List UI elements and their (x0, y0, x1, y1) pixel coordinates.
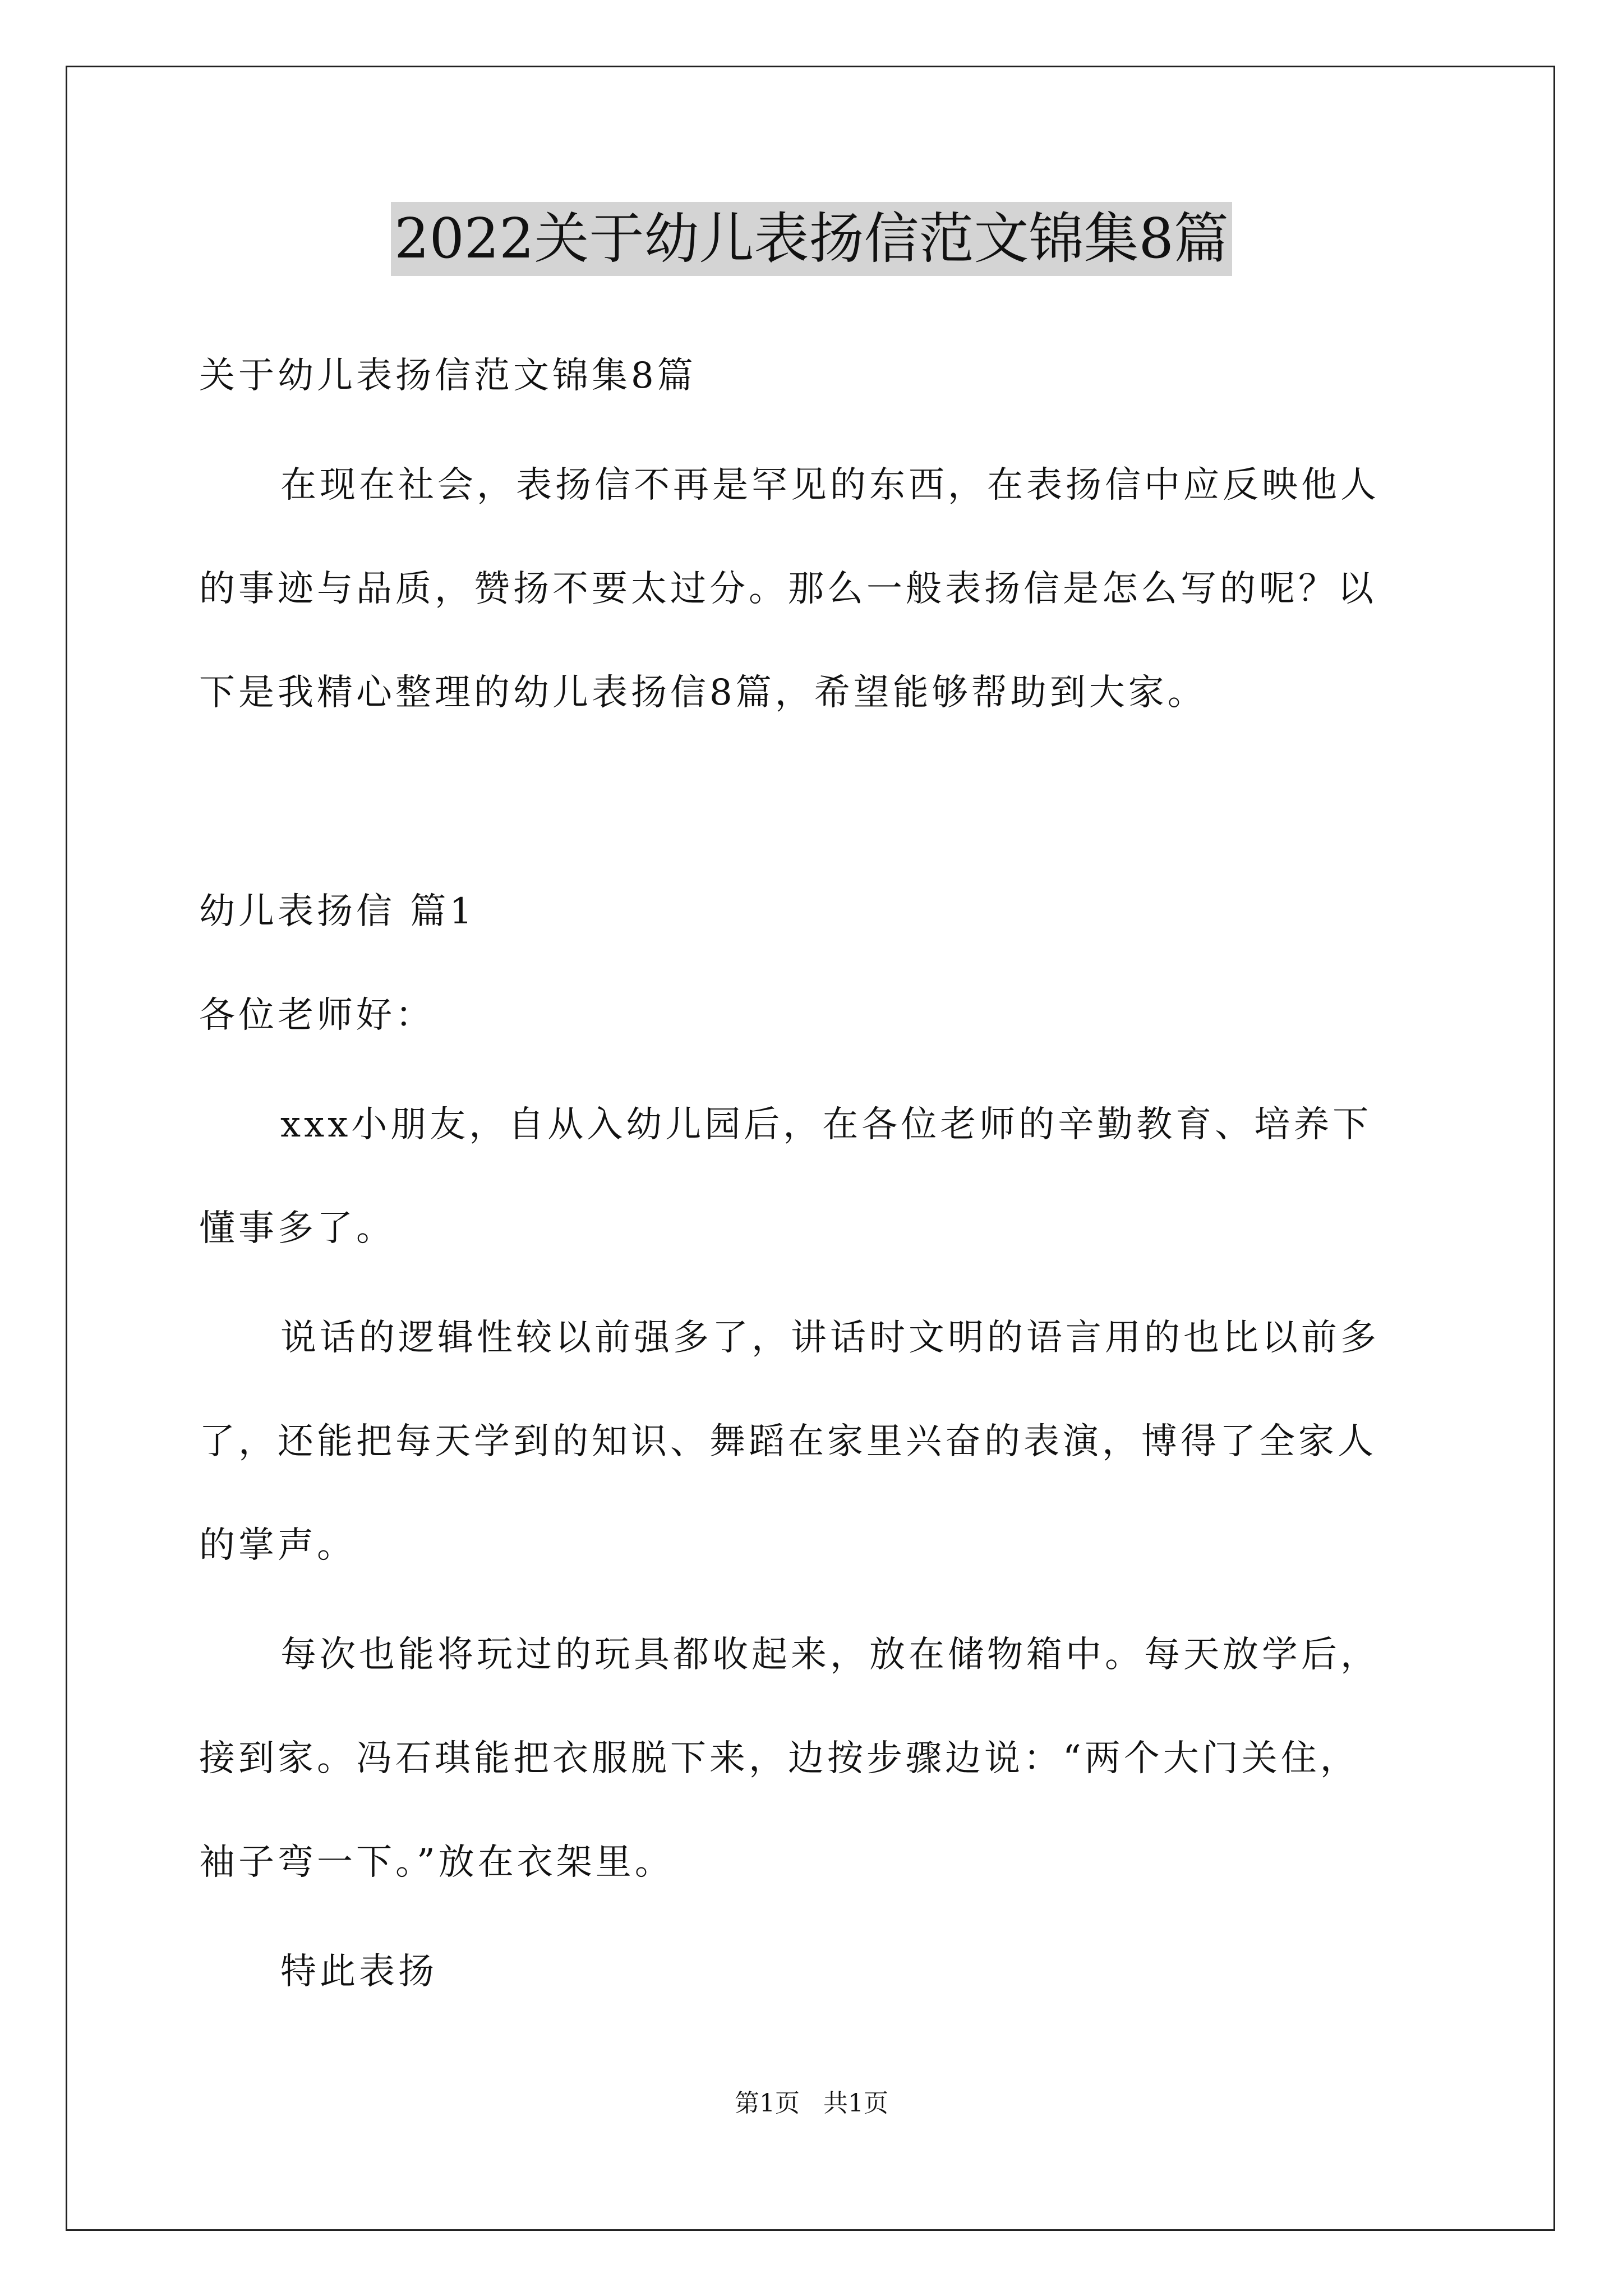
intro-line-1: 在现在社会，表扬信不再是罕见的东西，在表扬信中应反映他人 (280, 464, 1380, 506)
intro-line-2: 的事迹与品质，赞扬不要太过分。那么一般表扬信是怎么写的呢？以 (199, 568, 1377, 610)
body-line-8: 袖子弯一下。”放在衣架里。 (199, 1842, 674, 1883)
closing-line: 特此表扬 (280, 1951, 437, 1993)
greeting: 各位老师好： (199, 995, 435, 1036)
body-line-3: 说话的逻辑性较以前强多了，讲话时文明的语言用的也比以前多 (280, 1317, 1380, 1359)
body-line-7: 接到家。冯石琪能把衣服脱下来，边按步骤边说：“两个大门关住， (199, 1738, 1359, 1779)
section-heading: 幼儿表扬信 篇1 (199, 891, 476, 932)
body-line-5: 的掌声。 (199, 1525, 356, 1566)
intro-line-3: 下是我精心整理的幼儿表扬信8篇，希望能够帮助到大家。 (199, 672, 1207, 714)
body-line-2: 懂事多了。 (199, 1208, 395, 1249)
page-footer: 第1页 共1页 (735, 2089, 888, 2118)
title-container (0, 202, 1623, 276)
body-line-1: xxx小朋友，自从入幼儿园后，在各位老师的辛勤教育、培养下 (280, 1104, 1372, 1145)
document-title: 2022关于幼儿表扬信范文锦集8篇 (391, 202, 1232, 276)
document-subtitle: 关于幼儿表扬信范文锦集8篇 (199, 355, 697, 397)
body-line-4: 了，还能把每天学到的知识、舞蹈在家里兴奋的表演，博得了全家人 (199, 1421, 1377, 1462)
body-line-6: 每次也能将玩过的玩具都收起来，放在储物箱中。每天放学后， (280, 1634, 1380, 1676)
